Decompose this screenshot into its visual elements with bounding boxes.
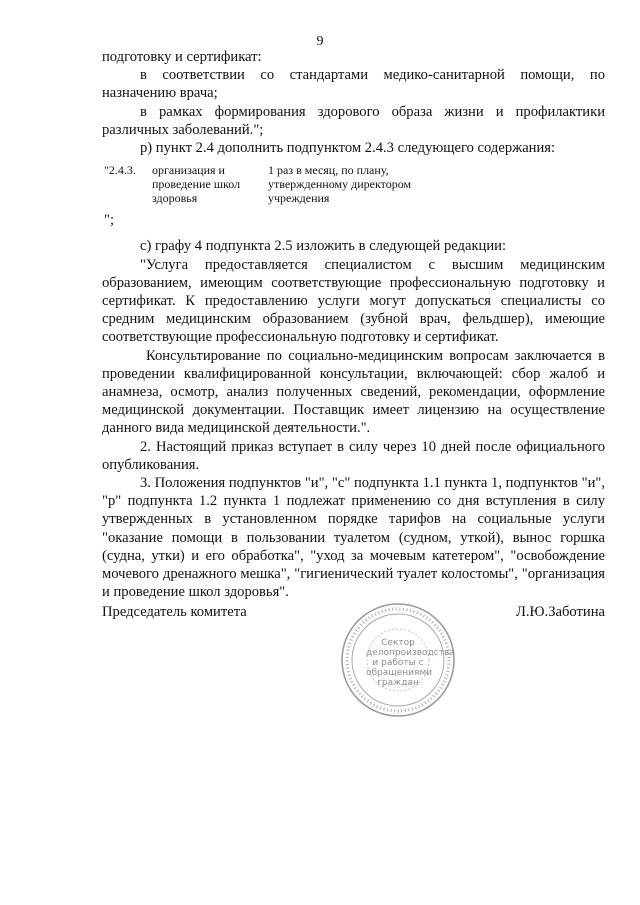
stamp-text: Сектор делопроизводства и работы с обращениями граждан [366,638,455,688]
table-cell-frequency: 1 раз в месяц, по плану, утвержденному директором учреждения [268,163,412,206]
text-paragraph: "Услуга предоставляется специалистом с высшим медицинским образованием, имеющим соответствующие профессиональную подготовку и сертификат. К предоставлению услуги могут допускаться специалисты со средним медицинским образованием (зубной врач, фельдшер), имеющие соответствующие профессиональную подготовку и сертификат. [102,256,605,346]
text-line: подготовку и сертификат: [102,49,262,65]
text-paragraph: с) графу 4 подпункта 2.5 изложить в следующей редакции: [140,238,507,255]
text-paragraph: р) пункт 2.4 дополнить подпунктом 2.4.3 следующего содержания: [140,140,556,157]
table-cell-service: организация и проведение школ здоровья [152,163,241,206]
text-paragraph: Консультирование по социально-медицинским вопросам заключается в проведении квалифицированной консультации, включающей: сбор жалоб и анамнеза, осмотр, анализ полученных сведений, рекомендации, оформление медицинской документации. Поставщик имеет лицензию на осуществление данного вида медицинской деятельности.". [102,347,605,437]
document-body [102,48,605,601]
text-paragraph: в соответствии со стандартами медико-санитарной помощи, по назначению врача; [102,67,605,102]
signatory-name: Л.Ю.Заботина [516,604,605,620]
text-paragraph: в рамках формирования здорового образа жизни и профилактики различных заболеваний."; [102,103,605,138]
table-cell-number: "2.4.3. [104,163,136,178]
text-paragraph: 3. Положения подпунктов "и", "с" подпункта 1.1 пункта 1, подпунктов "и", "р" подпункта 1.2 пункта 1 подлежат применению со дня вступления в силу утвержденных в установленном порядке тарифов на социальные услуги "оказание помощи в пользовании туалетом (судном, уткой), вынос горшка (судна, утки) и его обработка", "уход за мочевым катетером", "освобождение мочевого дренажного мешка", "гигиенический туалет колостомы", "организация и проведение школ здоровья". [102,475,605,601]
page-number: 9 [316,34,324,49]
signatory-position: Председатель комитета [102,604,247,620]
table-close-quote: "; [104,212,115,229]
text-paragraph: 2. Настоящий приказ вступает в силу через 10 дней после официального опубликования. [102,438,605,473]
inserted-table-row [104,163,605,205]
